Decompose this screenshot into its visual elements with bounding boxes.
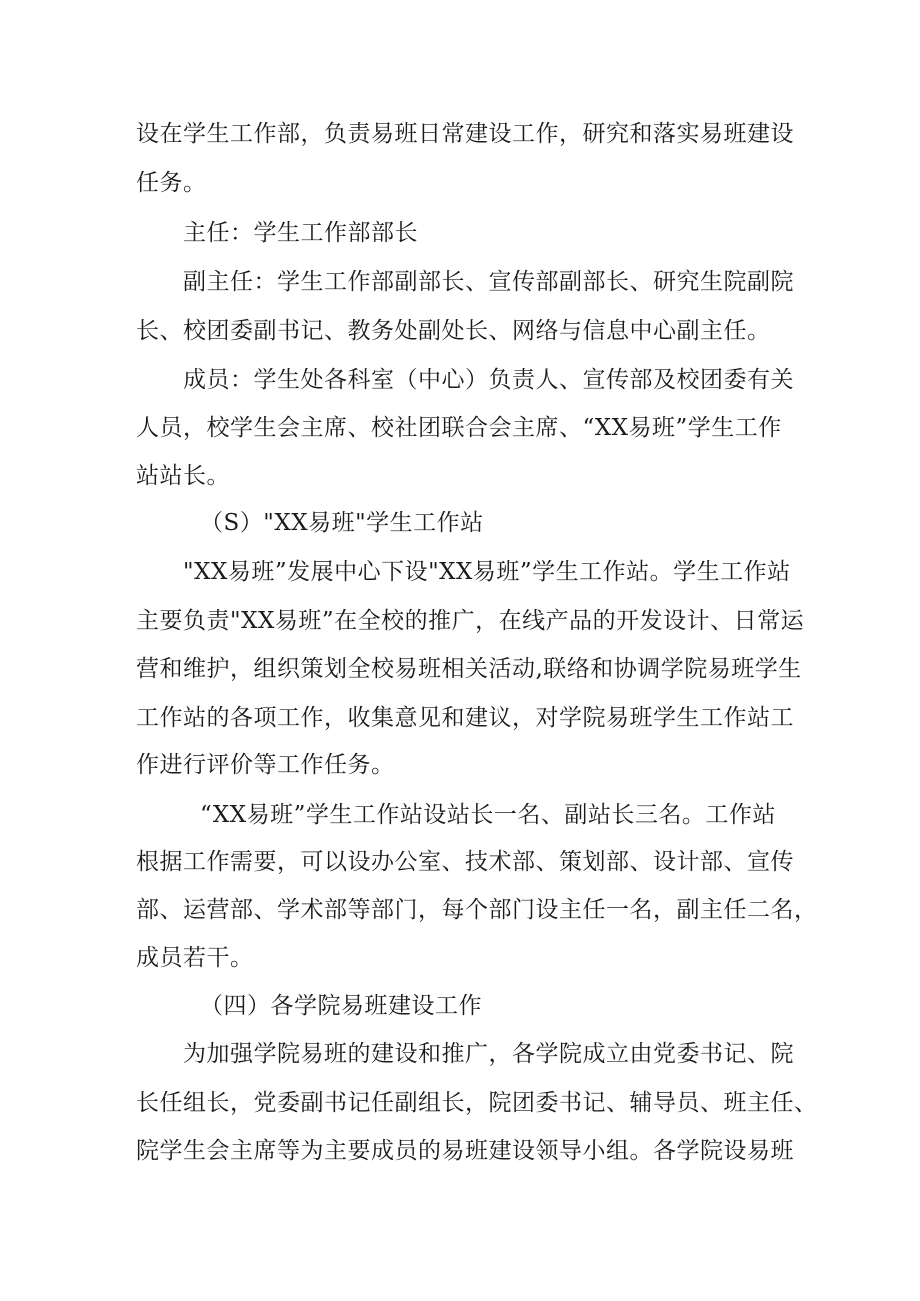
text-line: 人员，校学生会主席、校社团联合会主席、“XX易班”学生工作 (136, 415, 782, 441)
section-heading: （四）各学院易班建设工作 (200, 993, 482, 1019)
text-line: 作进行评价等工作任务。 (136, 752, 395, 778)
text-line: 工作站的各项工作，收集意见和建议，对学院易班学生工作站工 (136, 705, 794, 731)
text-line: "XX易班”发展中心下设"XX易班”学生工作站。学生工作站 (183, 559, 791, 585)
text-line: 站站长。 (136, 463, 230, 489)
text-line: 根据工作需要，可以设办公室、技术部、策划部、设计部、宣传 (136, 849, 794, 875)
text-line: 长任组长，党委副书记任副组长，院团委书记、辅导员、班主任、 (136, 1090, 818, 1116)
text-line: 副主任：学生工作部副部长、宣传部副部长、研究生院副院 (183, 269, 794, 295)
section-heading: （S）"XX易班"学生工作站 (200, 510, 484, 536)
text-line: 营和维护，组织策划全校易班相关活动,联络和协调学院易班学生 (136, 656, 802, 682)
text-line: 主任：学生工作部部长 (183, 220, 418, 246)
text-line: “XX易班”学生工作站设站长一名、副站长三名。工作站 (200, 802, 776, 828)
text-line: 部、运营部、学术部等部门，每个部门设主任一名，副主任二名， (136, 897, 818, 923)
text-line: 成员若干。 (136, 945, 254, 971)
text-line: 院学生会主席等为主要成员的易班建设领导小组。各学院设易班 (136, 1138, 794, 1164)
text-line: 主要负责"XX易班”在全校的推广，在线产品的开发设计、日常运 (136, 608, 805, 634)
text-line: 任务。 (136, 170, 207, 196)
text-line: 成员：学生处各科室（中心）负责人、宣传部及校团委有关 (183, 367, 794, 393)
text-line: 设在学生工作部，负责易班日常建设工作，研究和落实易班建设 (136, 121, 794, 147)
text-line: 为加强学院易班的建设和推广，各学院成立由党委书记、院 (183, 1041, 794, 1067)
text-line: 长、校团委副书记、教务处副处长、网络与信息中心副主任。 (136, 318, 771, 344)
